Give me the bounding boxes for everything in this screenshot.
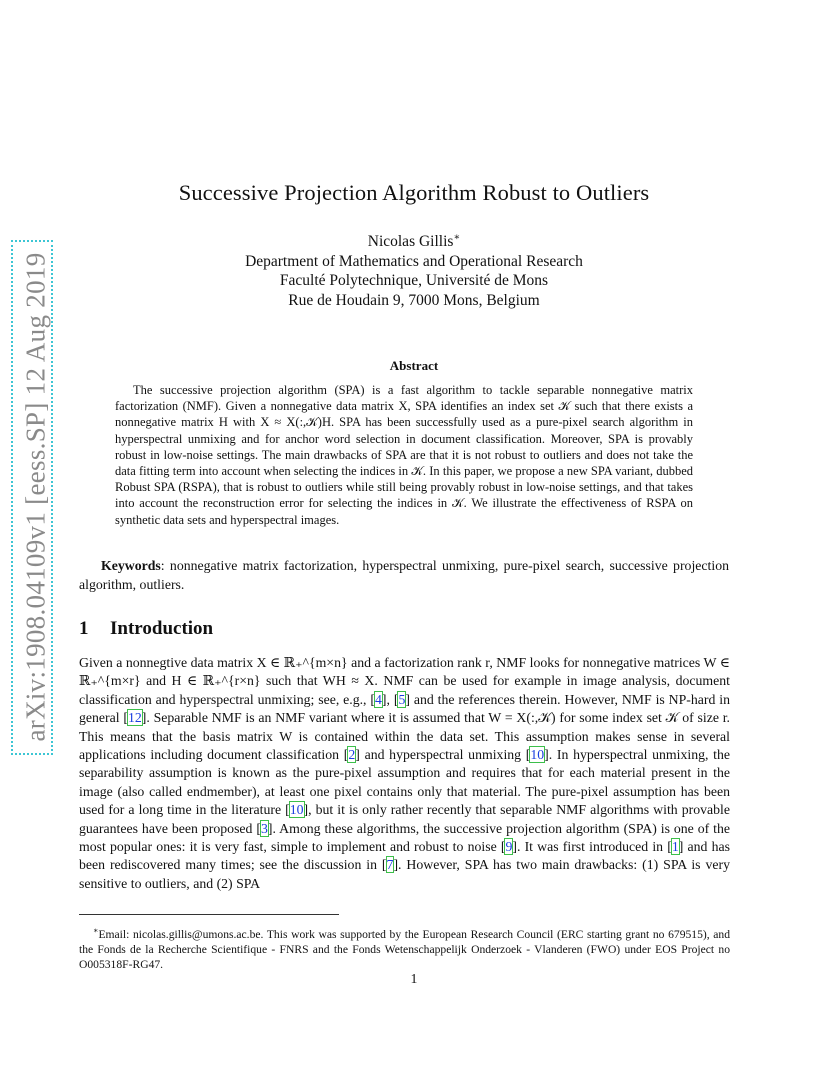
paragraph-text: . It was first introduced in xyxy=(516,839,668,855)
section-heading xyxy=(79,618,213,640)
introduction-paragraph: Given a nonnegtive data matrix X ∈ ℝ₊^{m×n} and a factorization rank r, NMF looks for nonnegative matrices W ∈ ℝ₊^{m×r} and H ∈ ℝ₊^{r×n} such that WH ≈ X. NMF can be used for example in image analysis, document classification and hyperspectral unmixing; see, e.g., [4], [5] and the references therein. However, NMF is NP-hard in general [12]. Separable NMF is an NMF variant where it is assumed that W = X(:,𝒦) for some index set 𝒦 of size r. This means that the basis matrix W is contained within the data set. This assumption makes sense in several applications including document classification [2] and hyperspectral unmixing [10]. In hyperspectral unmixing, the separability assumption is known as the pure-pixel assumption and requires that for each material present in the image (also called endmember), at least one pixel contains only that material. The pure-pixel assumption has been used for a long time in the literature [10], but it is only rather recently that separable NMF algorithms with provable guarantees have been proposed [3]. Among these algorithms, the successive projection algorithm (SPA) is one of the most popular ones: it is very fast, simple to implement and robust to noise [9]. It was first introduced in [1] and has been rediscovered many times; see the discussion in [7]. However, SPA has two main drawbacks: (1) SPA is very sensitive to outliers, and (2) SPA xyxy=(79,655,731,891)
citation-link[interactable]: 2 xyxy=(348,747,356,763)
paper-title: Successive Projection Algorithm Robust to Outliers xyxy=(178,180,650,205)
paragraph-text: Given a nonnegtive data matrix X ∈ ℝ₊^{m×n} and a factorization rank r, NMF looks for nonnegative matrices W ∈ ℝ₊^{m×r} and H ∈ ℝ₊^{r×n} such that WH ≈ X. NMF can be used for example in image analysis, document classification and hyperspectral unmixing; see, e.g., xyxy=(79,655,730,707)
citation-link[interactable]: 1 xyxy=(671,839,679,855)
keywords-label: Keywords xyxy=(101,558,161,573)
section-number: 1 xyxy=(79,618,89,639)
footnote xyxy=(79,923,730,972)
citation-link[interactable]: 5 xyxy=(398,691,406,707)
citation-link[interactable]: 9 xyxy=(505,839,513,855)
citation-link[interactable]: 3 xyxy=(261,820,268,836)
footnote-text: Email: nicolas.gillis@umons.ac.be. This work was supported by the European Research Council (ERC starting grant no 679515), and the Fonds de la Recherche Scientifique - FNRS and the Fonds Wetenschappelijk Onderzoek - Vlanderen (FWO) under EOS Project no O005318F-RG47. xyxy=(79,927,730,971)
paragraph-text: , xyxy=(386,691,394,707)
arxiv-identifier[interactable]: arXiv:1908.04109v1 [eess.SP] 12 Aug 2019 xyxy=(20,252,51,742)
footnote-mark: ∗ xyxy=(93,926,99,935)
keywords xyxy=(79,556,729,594)
citation-link[interactable]: 7 xyxy=(386,857,394,873)
paragraph-text: . However, SPA has two main drawbacks: (1) SPA is very sensitive to outliers, and (2) SPA xyxy=(79,857,730,891)
footnote-rule xyxy=(79,914,339,915)
paragraph-text: . In hyperspectral unmixing, the separability assumption is known as the pure-pixel assumption and requires that for each material present in the image (also called endmember), at least one pixel contains only that material. The pure-pixel assumption has been used for a long time in the literature xyxy=(79,747,730,818)
citation-link[interactable]: 10 xyxy=(289,802,304,818)
abstract-text: The successive projection algorithm (SPA) is a fast algorithm to tackle separable nonnegative matrix factorization (NMF). Given a nonnegative data matrix X, SPA identifies an index set 𝒦 such that there exists a nonnegative matrix H with X ≈ X(:,𝒦)H. SPA has been successfully used as a pure-pixel search algorithm in hyperspectral unmixing and for anchor word selection in document classification. Moreover, SPA is provably robust in low-noise settings. The main drawbacks of SPA are that it is not robust to outliers and does not take the data fitting term into account when selecting the indices in 𝒦. In this paper, we propose a new SPA variant, dubbed Robust SPA (RSPA), that is robust to outliers while still being provably robust in low-noise settings, and that takes into account the reconstruction error for selecting the indices in 𝒦. We illustrate the effectiveness of RSPA on synthetic data sets and hyperspectral images. xyxy=(115,383,693,527)
affiliation-line: Rue de Houdain 9, 7000 Mons, Belgium xyxy=(288,291,540,309)
citation-link[interactable]: 4 xyxy=(375,691,382,707)
paragraph-text: . Separable NMF is an NMF variant where it is assumed that W = X(:,𝒦) for some index set 𝒦 of size r. This means that the basis matrix W is contained within the data set. This assumption makes sense in several applications including document classification xyxy=(79,710,730,763)
section-title: Introduction xyxy=(110,618,214,639)
author-name xyxy=(0,228,828,252)
affiliation-line: Faculté Polytechnique, Université de Mons xyxy=(279,272,549,290)
paragraph-text: and the references therein. However, NMF is NP-hard in general xyxy=(79,691,731,726)
page-number: 1 xyxy=(410,971,418,986)
paragraph-text: , but it is only rather recently that separable NMF algorithms with provable guarantees have been proposed xyxy=(79,802,730,836)
paragraph-text: and hyperspectral unmixing xyxy=(359,747,526,763)
paragraph-text: . Among these algorithms, the successive projection algorithm (SPA) is one of the most popular ones: it is very fast, simple to implement and robust to noise xyxy=(79,820,731,855)
abstract-heading: Abstract xyxy=(389,358,439,373)
author-block xyxy=(0,228,828,310)
citation-link[interactable]: 12 xyxy=(127,710,142,726)
paragraph-text: and has been rediscovered many times; see the discussion in xyxy=(79,839,730,873)
keywords-text: : nonnegative matrix factorization, hyperspectral unmixing, pure-pixel search, successive projection algorithm, outliers. xyxy=(79,558,729,592)
citation-link[interactable]: 10 xyxy=(530,747,545,763)
author-footnote-mark[interactable]: ∗ xyxy=(453,232,461,243)
affiliation-line: Department of Mathematics and Operational Research xyxy=(245,252,583,270)
author-name-text: Nicolas Gillis xyxy=(367,233,454,251)
